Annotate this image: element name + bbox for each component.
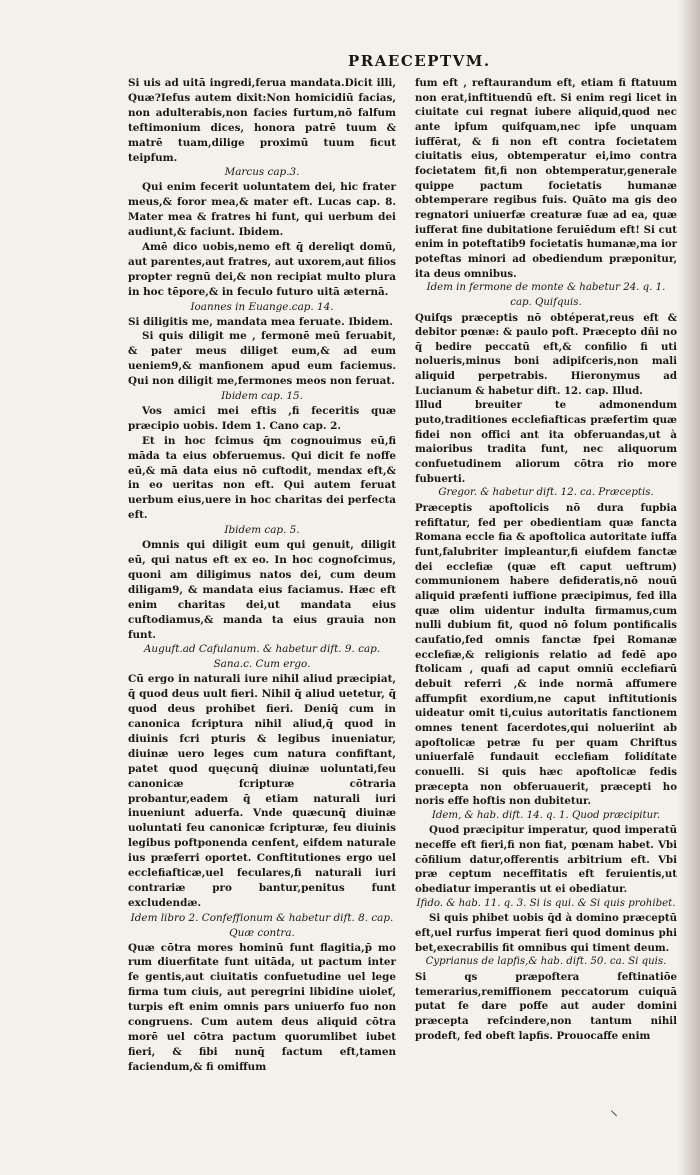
- citation-reference: Idem libro 2. Confeffionum & habetur dift. 8. cap. Quæ contra.: [130, 911, 394, 939]
- right-text-column: [415, 76, 677, 1043]
- text-paragraph: Si diligitis me, mandata mea feruate. Ibidem.: [128, 315, 393, 328]
- text-paragraph: fum eft , reftaurandum eft, etiam fi ftatuum non erat,inftituendū eft. Si enim regi licet in ciuitate cui regnat iubere aliquid,quod nec ante ipfum quifquam,nec ipfe unquam iuffērat, & fi non eft contra focietatem ciuitatis eius, obtemperatur ei,imo contra focietatem fit,fi non obtemperatur,generale quippe pactum focietatis humanæ obtemperare regibus fuis. Quāto ma gis deo regnatori uniuerfæ creaturæ ſuæ ad ea, quæ iufferat fine dubitatione feruiēdum eft! Si cut enim in poteftatib9 focietatis humanæ,ma ior poteftas minori ad obediendum præponitur, ita deus omnibus.: [415, 77, 677, 280]
- text-paragraph: Præceptis apoftolicis nō dura fupbia refiftatur, fed per obedientiam quæ fancta Romana eccle fia & apoftolica autoritate iuffa funt,falubriter impleantur,fi eiufdem fanctæ dei ecclefiæ (quæ eft caput ueftrum) communionem habere defideratis,nō nouū aliquid præfenti iuffione præcipimus, fed illa quæ olim uidentur indulta firmamus,cum nulli dubium fit, quod nō folum pontificalis caufatio,fed omnis fanctæ fpei Romanæ ecclefiæ,& religionis relatio ad fedē apo ftolicam , quafi ad caput omniū ecclefiarū debuit referri ,& inde normā affumere affumpfit exordium,ne caput inftitutionis uideatur omit ti,cuius autoritatis fanctionem omnes tenent facerdotes,qui nolueriint ab apoftolicæ petræ fu per quam Chriftus uniuerfalē fundauit ecclefiam folidítate conuelli. Si quis hæc apoftolicæ fedis præcepta non obferuauerit, præcepti ho noris effe hoftis non dubitetur.: [415, 502, 677, 808]
- text-paragraph: Si qs præpoftera feftinatiōe temerarius,remiffionem peccatorum cuiquā putat fe dare poffe aut auder domini præcepta refcindere,non tantum nihil prodeft, fed obeft lapfis. Prouocaffe enim: [415, 971, 677, 1042]
- text-paragraph: Si quis diligit me , fermonē meū feruabit, & pater meus diliget eum,& ad eum ueniem9,& manfionem apud eum faciemus. Qui non diligit me,fermones meos non feruat.: [128, 330, 396, 388]
- text-paragraph: Et in hoc fcimus q̄m cognouimus eū,fi māda ta eius obferuemus. Qui dicit fe noffe eū,& mā data eius nō cuftodit, mendax eft,& in eo ueritas non eft. Qui autem feruat uerbum eius,uere in hoc charitas dei perfecta eft.: [128, 434, 396, 522]
- text-paragraph: Quæ cōtra mores hominū funt flagitia,p̄ mo rum diuerfitate funt uitāda, ut pactum inter fe gentis,aut ciuitatis confuetudine uel lege firma tum ciuis, aut peregrini libidine uioleť, turpis eft enim omnis pars uniuerfo fuo non congruens. Cum autem deus aliquid cōtra morē uel cōtra pactum quorumlibet iubet fieri, & fibi nunq̄ factum eft,tamen faciendum,& fi omiffum: [128, 941, 396, 1073]
- text-paragraph: Si uis ad uitā ingredi,ferua mandata.Dicit illi, Quæ?Iefus autem dixit:Non homicidiū facias, non adulterabis,non facies furtum,nō falfum teftimonium dices, honora patrē tuum & matrē tuam,dilige proximū tuum ficut teipfum.: [128, 77, 396, 164]
- left-text-column: [128, 76, 396, 1075]
- text-paragraph: Cū ergo in naturali iure nihil aliud præcipiat, q̄ quod deus uult fieri. Nihil q̄ aliud uetetur, q̄ quod deus prohibet fieri. Deniq̄ cum in canonica fcriptura nihil aliud,q̄ quod in diuinis fcri pturis & legibus inueniatur, diuinæ uero leges cum natura confiftant, patet quod quęcunq̄ diuinæ uoluntati,feu canonicæ fcripturæ cōtraria probantur,eadem q̄ etiam naturali iuri inueniunt aduerfa. Vnde quæcunq̄ diuinæ uoluntati feu canonicæ fcripturæ, feu diuinis legibus poftponenda cenfent, eifdem naturale ius præferri oportet. Conftitutiones ergo uel ecclefiafticæ,uel feculares,fi naturali iuri contrariæ pro bantur,penitus funt excludendæ.: [128, 673, 396, 909]
- citation-reference: Cyprianus de lapfis,& hab. dift. 50. ca. Si quis.: [425, 956, 667, 968]
- corner-mark: ⸜: [610, 1100, 619, 1119]
- text-paragraph: Quod præcipitur imperatur, quod imperatū neceffe eft fieri,fi non fiat, pœnam habet. Vbi cōfilium datur,offerentis arbitrium eft. Vbi præ ceptum neceffitatis eft feruientis,ut obediatur imperantis ut ei obediatur.: [415, 824, 677, 896]
- citation-reference: Ioannes in Euange.cap. 14.: [190, 300, 334, 313]
- citation-reference: Idem in fermone de monte & habetur 24. q. 1. cap. Quifquis.: [426, 282, 666, 308]
- citation-reference: Ifido. & hab. 11. q. 3. Si is qui. & Si quis prohibet.: [416, 897, 676, 909]
- text-paragraph: Quifqs præceptis nō obtéperat,reus eft & debitor pœnæ: & paulo poft. Præcepto dñi no q̄ bedire peccatū eft,& confilio fi uti nolueris,minus boni adipifceris,non mali aliquid perpetrabis. Hieronymus ad Lucianum & habetur dift. 12. cap. Illud.: [415, 311, 677, 397]
- running-head: PRAECEPTVM.: [348, 52, 491, 70]
- citation-reference: Idem, & hab. dift. 14. q. 1. Quod præcipitur.: [431, 809, 661, 821]
- text-paragraph: Qui enim fecerit uoluntatem dei, hic frater meus,& foror mea,& mater eft. Lucas cap. 8. Mater mea & fratres hi funt, qui uerbum dei audiunt,& faciunt. Ibidem.: [128, 181, 396, 239]
- text-paragraph: Amē dico uobis,nemo eft q̄ dereliqt domū, aut parentes,aut fratres, aut uxorem,aut filios propter regnū dei,& non recipiat multo plura in hoc tēpore,& in feculo futuro uitā æternā.: [128, 240, 396, 298]
- text-paragraph: Omnis qui diligit eum qui genuit, diligit eū, qui natus eft ex eo. In hoc cognofcimus, quoni am diligimus natos dei, cum deum diligam9, & mandata eius faciamus. Hæc eft enim charitas dei,ut mandata eius cuftodiamus,& manda ta eius grauia non funt.: [128, 539, 396, 641]
- citation-reference: Gregor. & habetur dift. 12. ca. Præceptis.: [438, 487, 654, 499]
- text-paragraph: Illud breuiter te admonendum puto,traditiones ecclefiafticas præfertim quæ fidei non offici ant ita obferuandas,ut à maioribus tradita funt, nec aliquorum confuetudinem aliorum cōtra rio more fubuerti.: [415, 399, 677, 485]
- citation-reference: Ibidem cap. 15.: [221, 390, 303, 403]
- citation-reference: Auguft.ad Cafulanum. & habetur dift. 9. cap. Sana.c. Cum ergo.: [143, 643, 381, 671]
- text-paragraph: Si quis phibet uobis q̄d à domino præceptū eft,uel rurfus imperat fieri quod dominus phi bet,execrabilis fit omnibus qui timent deum.: [415, 912, 677, 954]
- citation-reference: Ibidem cap. 5.: [224, 524, 300, 537]
- text-paragraph: Vos amici mei eftis ,fi feceritis quæ præcipio uobis. Idem 1. Cano cap. 2.: [128, 404, 396, 432]
- citation-reference: Marcus cap.3.: [224, 166, 300, 179]
- page-gutter-shadow: [678, 0, 700, 1175]
